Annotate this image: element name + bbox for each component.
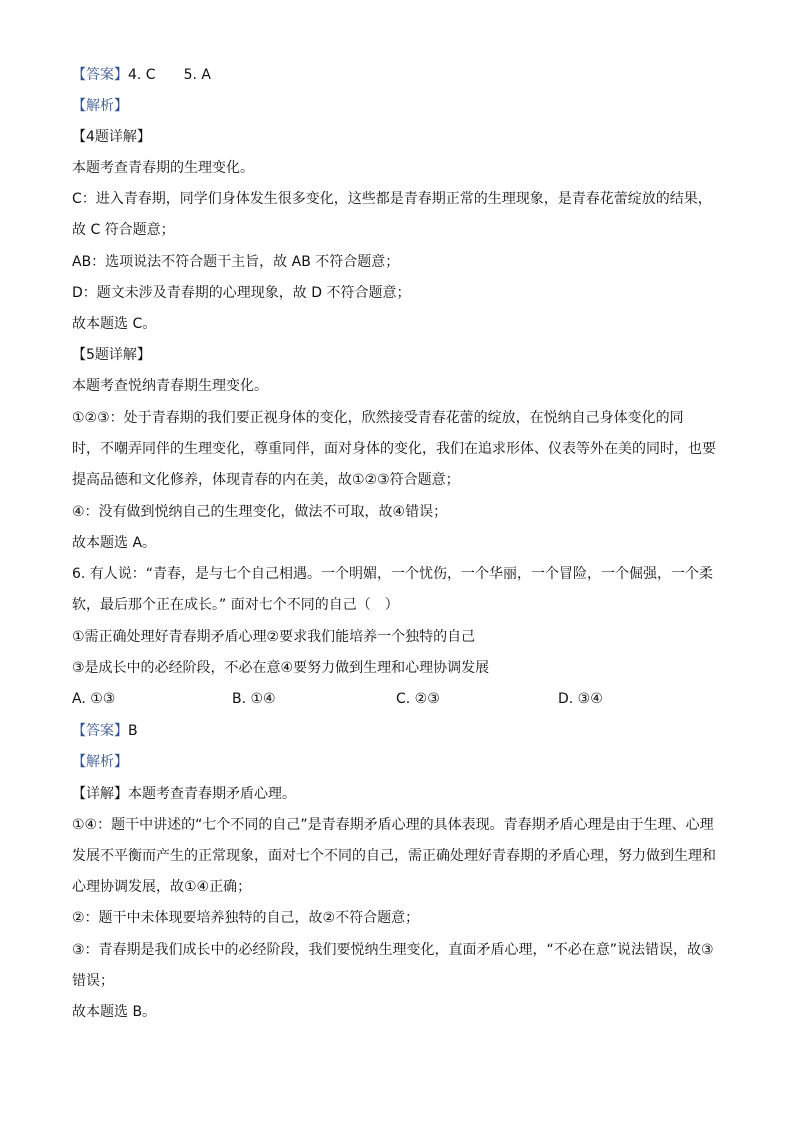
question-6-statements: ③是成长中的必经阶段，不必在意④要努力做到生理和心理协调发展 xyxy=(72,660,490,676)
option-b: B. ①④ xyxy=(232,691,276,707)
text-line: ④：没有做到悦纳自己的生理变化，做法不可取，故④错误； xyxy=(72,504,448,520)
option-a: A. ①③ xyxy=(72,691,116,707)
q4-detail-heading: 【4题详解】 xyxy=(72,129,151,145)
text-line: C：进入青春期，同学们身体发生很多变化，这些都是青春期正常的生理现象，是青春花蕾绽放的结果， xyxy=(72,191,712,207)
text-line: 提高品德和文化修养，体现青春的内在美，故①②③符合题意； xyxy=(72,472,460,488)
answer-tag: 【答案】 xyxy=(72,723,128,739)
text-line: 发展不平衡而产生的正常现象，面对七个不同的自己，需正确处理好青春期的矛盾心理，努力做到生理和 xyxy=(72,848,716,864)
question-6-statements: ①需正确处理好青春期矛盾心理②要求我们能培养一个独特的自己 xyxy=(72,629,476,645)
answer-line-1 xyxy=(72,68,732,82)
answer-text: 4. C 5. A xyxy=(128,67,211,83)
text-line: 本题考查青春期的生理变化。 xyxy=(72,160,254,176)
analysis-heading-1 xyxy=(72,99,732,113)
answer-tag: 【答案】 xyxy=(72,67,128,83)
text-line: 错误； xyxy=(72,973,114,989)
option-c: C. ②③ xyxy=(396,691,440,707)
text-line: 心理协调发展，故①④正确； xyxy=(72,879,252,895)
text-line: 故 C 符合题意； xyxy=(72,222,175,238)
analysis-tag: 【解析】 xyxy=(72,754,128,770)
text-line: 本题考查悦纳青春期生理变化。 xyxy=(72,378,268,394)
option-d: D. ③④ xyxy=(558,691,603,707)
answer-line-2 xyxy=(72,724,732,738)
text-line: ②：题干中未体现要培养独特的自己，故②不符合题意； xyxy=(72,910,420,926)
text-line: 故本题选 A。 xyxy=(72,535,157,551)
text-line: 时，不嘲弄同伴的生理变化，尊重同伴，面对身体的变化，我们在追求形体、仪表等外在美的同时，也要 xyxy=(72,441,716,457)
q5-detail-heading: 【5题详解】 xyxy=(72,347,151,363)
question-6-stem-cont: 软，最后那个正在成长。” 面对七个不同的自己（ ） xyxy=(72,597,399,613)
detail-line: 【详解】本题考查青春期矛盾心理。 xyxy=(72,786,296,802)
text-line: 故本题选 C。 xyxy=(72,316,157,332)
text-line: D：题文未涉及青春期的心理现象，故 D 不符合题意； xyxy=(72,285,411,301)
text-line: ①②③：处于青春期的我们要正视身体的变化，欣然接受青春花蕾的绽放，在悦纳自己身体变化的同 xyxy=(72,410,684,426)
analysis-tag: 【解析】 xyxy=(72,98,128,114)
question-6-stem: 6. 有人说：“青春，是与七个自己相遇。一个明媚，一个忧伤，一个华丽，一个冒险，一个倔强，一个柔 xyxy=(72,566,714,582)
text-line: AB：选项说法不符合题干主旨，故 AB 不符合题意； xyxy=(72,254,400,270)
text-line: ③：青春期是我们成长中的必经阶段，我们要悦纳生理变化，直面矛盾心理，“不必在意”说法错误，故③ xyxy=(72,942,714,958)
answer-text: B xyxy=(128,723,138,739)
text-line: 故本题选 B。 xyxy=(72,1004,157,1020)
analysis-heading-2 xyxy=(72,755,732,769)
text-line: ①④：题干中讲述的“七个不同的自己”是青春期矛盾心理的具体表现。青春期矛盾心理是由于生理、心理 xyxy=(72,817,714,833)
